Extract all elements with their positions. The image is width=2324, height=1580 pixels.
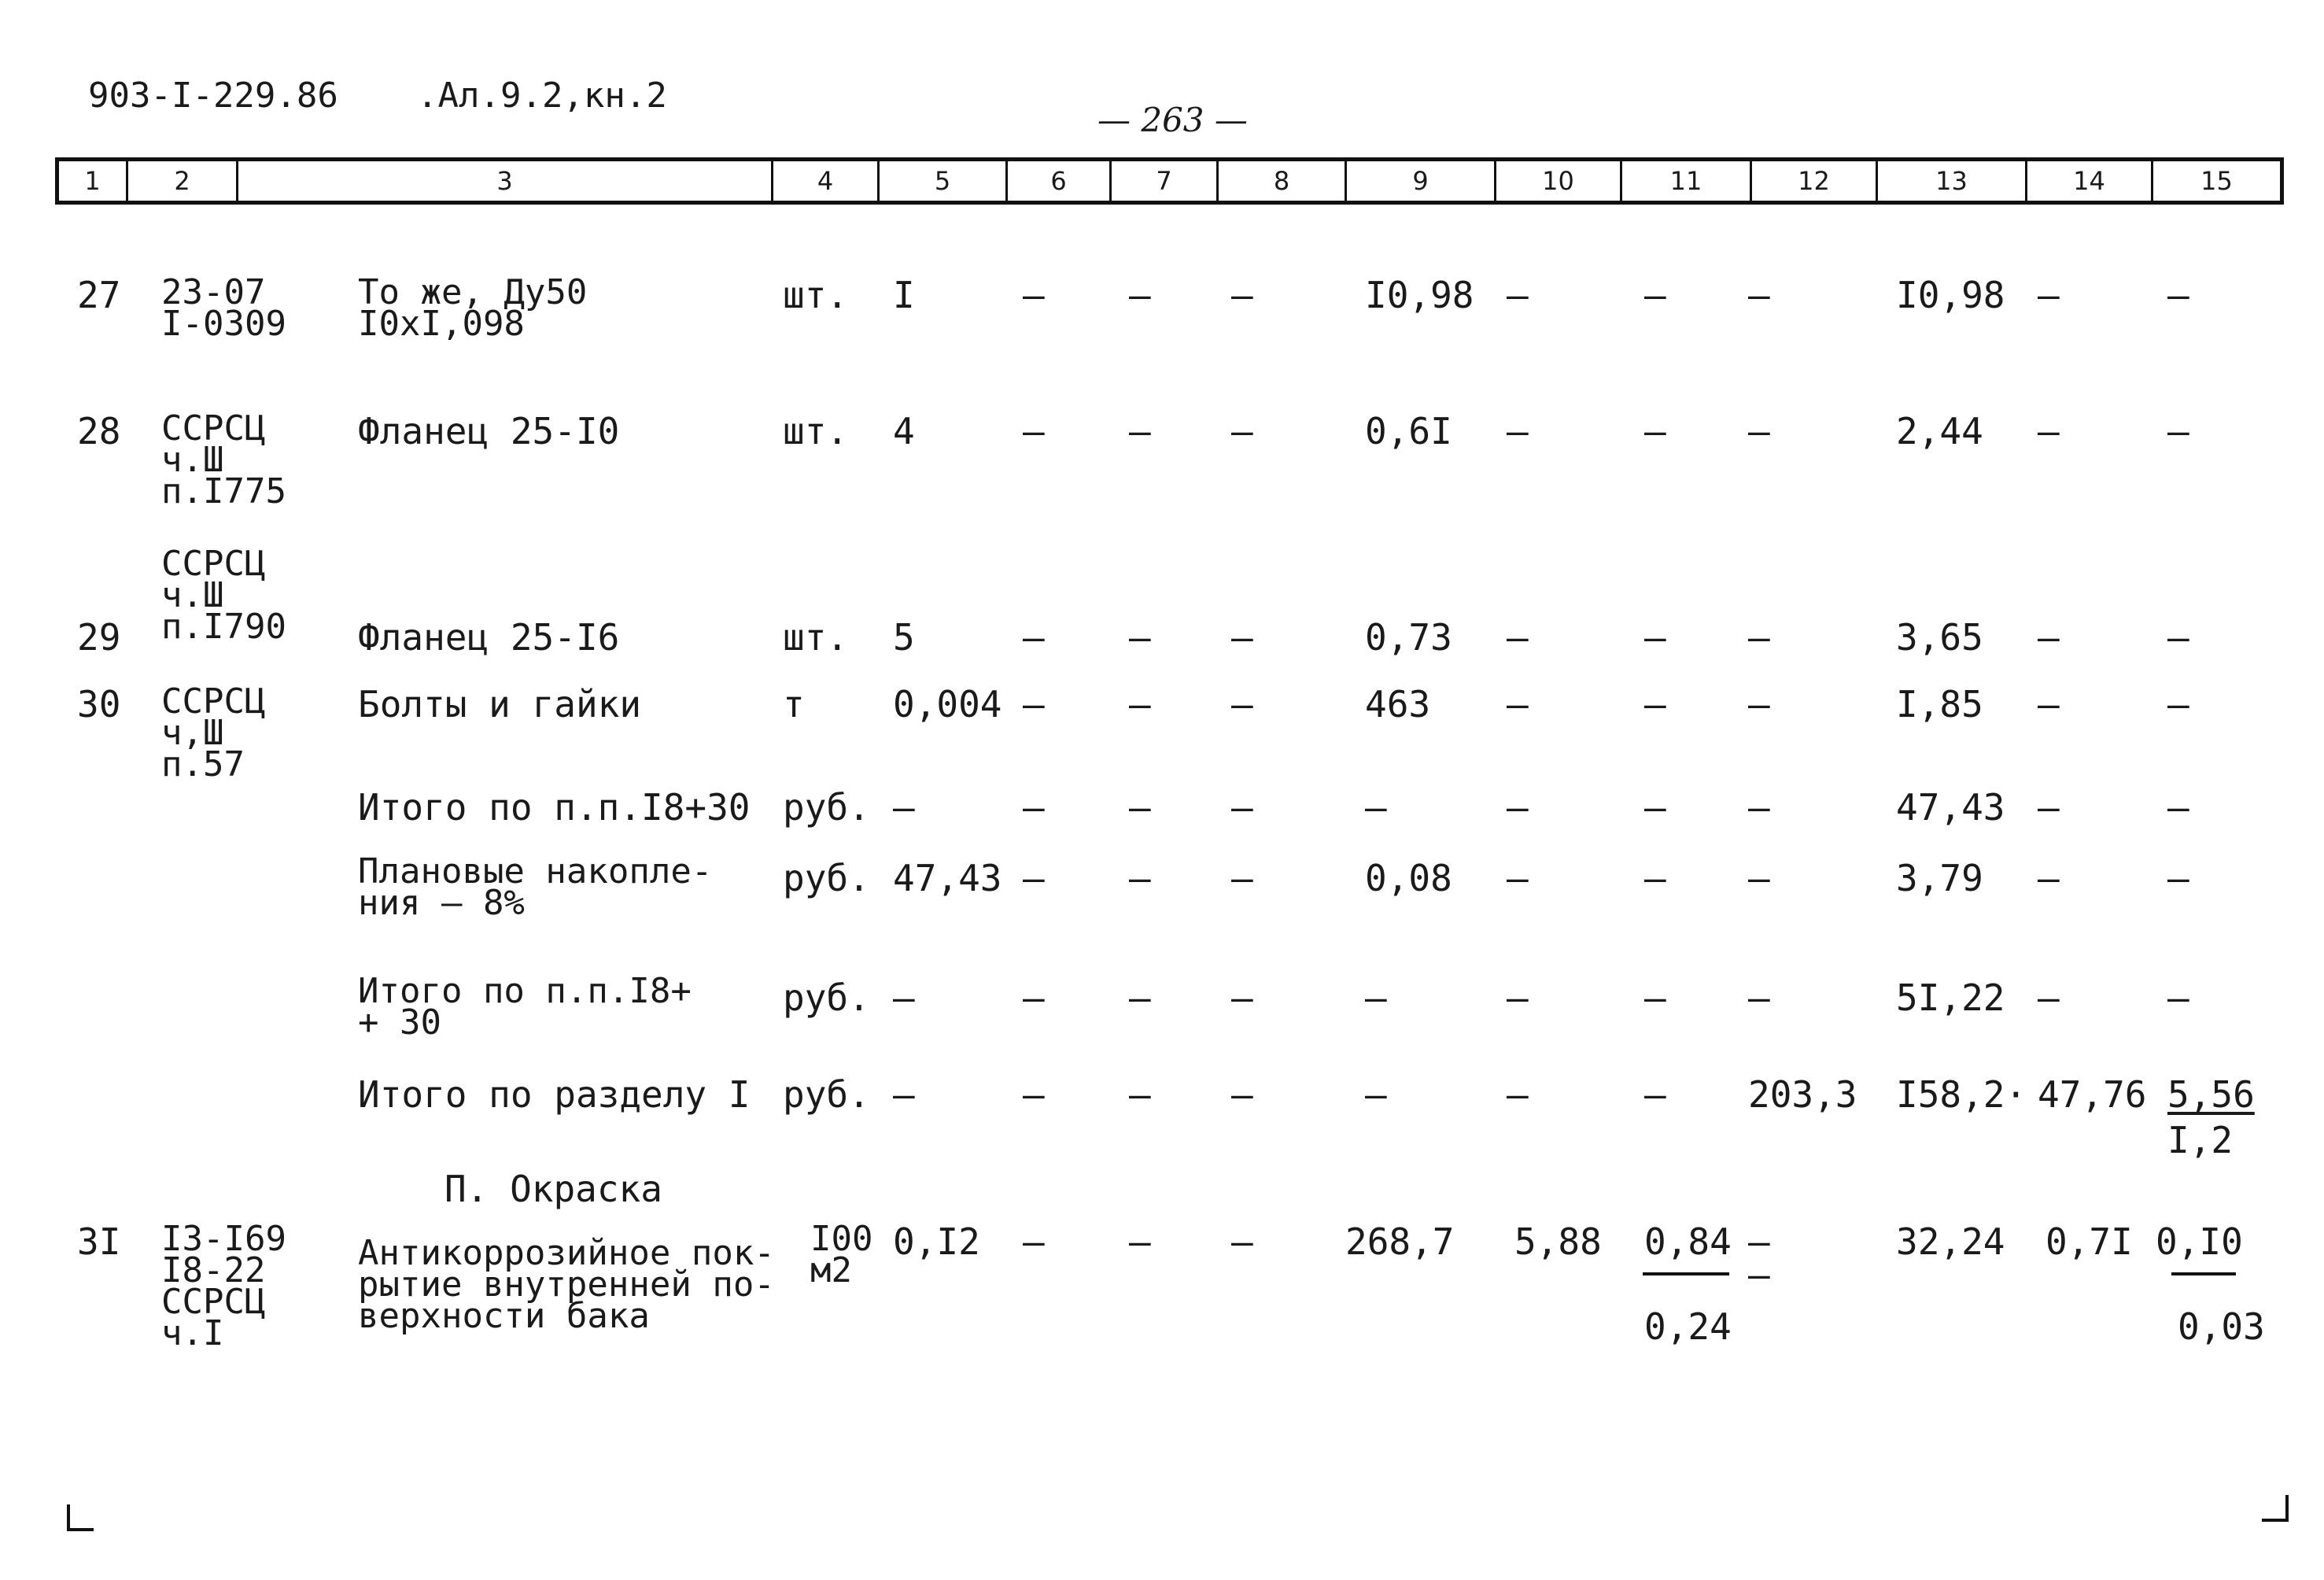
value-c10: – <box>1507 616 1529 659</box>
value-c7: – <box>1129 786 1151 829</box>
value-c8: – <box>1231 616 1253 659</box>
value-c11-top: 0,84 <box>1644 1220 1732 1263</box>
value-c7: – <box>1129 274 1151 316</box>
page-number: — 263 — <box>1097 101 1248 139</box>
value-c9: I0,98 <box>1365 274 1474 316</box>
value-c13: 32,24 <box>1896 1220 2005 1263</box>
item-name: Итого по разделу I <box>358 1073 751 1116</box>
value-c5: 0,004 <box>893 683 1002 725</box>
row-number: 30 <box>77 683 121 725</box>
value-c7: – <box>1129 616 1151 659</box>
value-c14: – <box>2038 274 2060 316</box>
column-header: 9 <box>1347 161 1496 201</box>
unit: I00 м2 <box>810 1219 873 1290</box>
value-c14: – <box>2038 976 2060 1019</box>
value-c15-lower: I,2 <box>2167 1119 2234 1161</box>
value-c15: – <box>2167 976 2189 1019</box>
value-c12-bottom: – <box>1748 1253 1770 1296</box>
value-c5: I <box>893 274 915 316</box>
value-c5: 4 <box>893 410 915 452</box>
value-c6: – <box>1023 683 1045 725</box>
value-c11: – <box>1644 976 1666 1019</box>
unit: шт. <box>783 274 849 316</box>
column-header: 3 <box>238 161 773 201</box>
value-c8: – <box>1231 1073 1253 1116</box>
value-c10: – <box>1507 1073 1529 1116</box>
unit: руб. <box>783 1073 870 1116</box>
value-c5: 5 <box>893 616 915 659</box>
value-c10: 5,88 <box>1514 1220 1602 1263</box>
value-c11: – <box>1644 274 1666 316</box>
column-header: 14 <box>2027 161 2153 201</box>
value-c13: 3,65 <box>1896 616 1983 659</box>
value-c9: 0,08 <box>1365 857 1452 899</box>
value-c6: – <box>1023 786 1045 829</box>
column-header: 5 <box>880 161 1008 201</box>
column-header: 11 <box>1622 161 1752 201</box>
value-c11: – <box>1644 857 1666 899</box>
value-c11: – <box>1644 786 1666 829</box>
value-c5: – <box>893 1073 915 1116</box>
value-c9: – <box>1365 786 1387 829</box>
value-c13: 2,44 <box>1896 410 1983 452</box>
crop-mark-bottom-right <box>2262 1495 2289 1522</box>
value-c13: 3,79 <box>1896 857 1983 899</box>
value-c11-bottom: 0,24 <box>1644 1305 1732 1348</box>
row-number: 27 <box>77 274 121 316</box>
value-c13: 47,43 <box>1896 786 2005 829</box>
column-header: 2 <box>128 161 238 201</box>
value-c11: – <box>1644 1073 1666 1116</box>
value-c7: – <box>1129 976 1151 1019</box>
unit: руб. <box>783 786 870 829</box>
value-c8: – <box>1231 976 1253 1019</box>
value-c14: – <box>2038 616 2060 659</box>
value-c7: – <box>1129 1220 1151 1263</box>
column-header: 10 <box>1496 161 1622 201</box>
value-c12: – <box>1748 976 1770 1019</box>
row-number: 29 <box>77 616 121 659</box>
value-c12: – <box>1748 786 1770 829</box>
value-c9: – <box>1365 1073 1387 1116</box>
value-c12: – <box>1748 616 1770 659</box>
fraction-line <box>1643 1272 1729 1275</box>
column-header-row <box>55 157 2284 205</box>
column-header: 15 <box>2200 166 2233 196</box>
value-c12: – <box>1748 857 1770 899</box>
value-c14: – <box>2038 410 2060 452</box>
item-name: Плановые накопле- ния – 8% <box>358 851 713 923</box>
unit: т <box>783 683 805 725</box>
value-c14: – <box>2038 857 2060 899</box>
unit: шт. <box>783 410 849 452</box>
value-c15: – <box>2167 616 2189 659</box>
value-c10: – <box>1507 857 1529 899</box>
document-code: 903-I-229.86 <box>88 76 338 116</box>
value-c10: – <box>1507 786 1529 829</box>
crop-mark-bottom-left <box>67 1504 94 1531</box>
value-c12: 203,3 <box>1748 1073 1857 1116</box>
section-title: П. Окраска <box>445 1168 662 1210</box>
value-c14: – <box>2038 786 2060 829</box>
item-name: Болты и гайки <box>358 683 642 725</box>
value-c10: – <box>1507 274 1529 316</box>
value-c15: – <box>2167 857 2189 899</box>
unit: руб. <box>783 857 870 899</box>
value-c7: – <box>1129 857 1151 899</box>
item-name: Итого по п.п.I8+ + 30 <box>358 971 692 1043</box>
value-c6: – <box>1023 857 1045 899</box>
unit: руб. <box>783 976 870 1019</box>
value-c6: – <box>1023 1073 1045 1116</box>
norm-code: ССРСЦ ч.Ш п.I790 <box>161 544 286 647</box>
item-name: Фланец 25-I6 <box>358 616 620 659</box>
value-c15: – <box>2167 410 2189 452</box>
item-name: Антикоррозийное пок- рытие внутренней по- верхности бака <box>358 1233 775 1336</box>
value-c15: – <box>2167 786 2189 829</box>
value-c15: – <box>2167 274 2189 316</box>
row-number: 3I <box>77 1220 121 1263</box>
norm-code: ССРСЦ ч,Ш п.57 <box>161 681 266 784</box>
value-c14: – <box>2038 683 2060 725</box>
value-c15: 5,56 <box>2167 1073 2255 1116</box>
column-header: 12 <box>1752 161 1878 201</box>
item-name: Итого по п.п.I8+30 <box>358 786 751 829</box>
album-reference: .Ал.9.2,кн.2 <box>417 76 667 116</box>
value-c8: – <box>1231 786 1253 829</box>
value-c9: 268,7 <box>1345 1220 1455 1263</box>
value-c8: – <box>1231 410 1253 452</box>
value-c6: – <box>1023 1220 1045 1263</box>
value-c6: – <box>1023 616 1045 659</box>
value-c5: 0,I2 <box>893 1220 980 1263</box>
value-c15-bottom: 0,03 <box>2178 1305 2265 1348</box>
norm-code: ССРСЦ ч.Ш п.I775 <box>161 408 286 511</box>
value-c6: – <box>1023 410 1045 452</box>
value-c5: – <box>893 786 915 829</box>
value-c12: – <box>1748 683 1770 725</box>
item-name: То же, Ду50 I0xI,098 <box>358 272 588 344</box>
value-c13: 5I,22 <box>1896 976 2005 1019</box>
row-number: 28 <box>77 410 121 452</box>
value-c13: I0,98 <box>1896 274 2005 316</box>
value-c15: – <box>2167 683 2189 725</box>
value-c11: – <box>1644 616 1666 659</box>
value-c9: – <box>1365 976 1387 1019</box>
item-name: Фланец 25-I0 <box>358 410 620 452</box>
value-c6: – <box>1023 976 1045 1019</box>
fraction-line <box>2171 1272 2236 1275</box>
value-c5: 47,43 <box>893 857 1002 899</box>
unit: шт. <box>783 616 849 659</box>
value-c7: – <box>1129 683 1151 725</box>
norm-code: 23-07 I-0309 <box>161 272 286 344</box>
column-header: 6 <box>1008 161 1112 201</box>
column-header: 7 <box>1112 161 1219 201</box>
value-c12-top: – <box>1748 1220 1770 1263</box>
column-header: 13 <box>1878 161 2027 201</box>
value-c10: – <box>1507 976 1529 1019</box>
value-c10: – <box>1507 683 1529 725</box>
column-header: 1 <box>59 161 128 201</box>
norm-code: I3-I69 I8-22 ССРСЦ ч.I <box>161 1219 286 1353</box>
value-c10: – <box>1507 410 1529 452</box>
value-c14: 0,7I <box>2045 1220 2133 1263</box>
value-c9: 0,6I <box>1365 410 1452 452</box>
value-c15-top: 0,I0 <box>2156 1220 2243 1263</box>
value-c13: I,85 <box>1896 683 1983 725</box>
column-header: 4 <box>773 161 880 201</box>
value-c5: – <box>893 976 915 1019</box>
value-c13: I58,2· <box>1896 1073 2027 1116</box>
value-c11: – <box>1644 683 1666 725</box>
value-c9: 0,73 <box>1365 616 1452 659</box>
value-c12: – <box>1748 274 1770 316</box>
value-c8: – <box>1231 683 1253 725</box>
value-c7: – <box>1129 410 1151 452</box>
value-c14: 47,76 <box>2038 1073 2147 1116</box>
value-c8: – <box>1231 274 1253 316</box>
value-c7: – <box>1129 1073 1151 1116</box>
value-c12: – <box>1748 410 1770 452</box>
value-c6: – <box>1023 274 1045 316</box>
value-c8: – <box>1231 1220 1253 1263</box>
column-header: 8 <box>1219 161 1347 201</box>
value-c8: – <box>1231 857 1253 899</box>
value-c11: – <box>1644 410 1666 452</box>
value-c9: 463 <box>1365 683 1431 725</box>
